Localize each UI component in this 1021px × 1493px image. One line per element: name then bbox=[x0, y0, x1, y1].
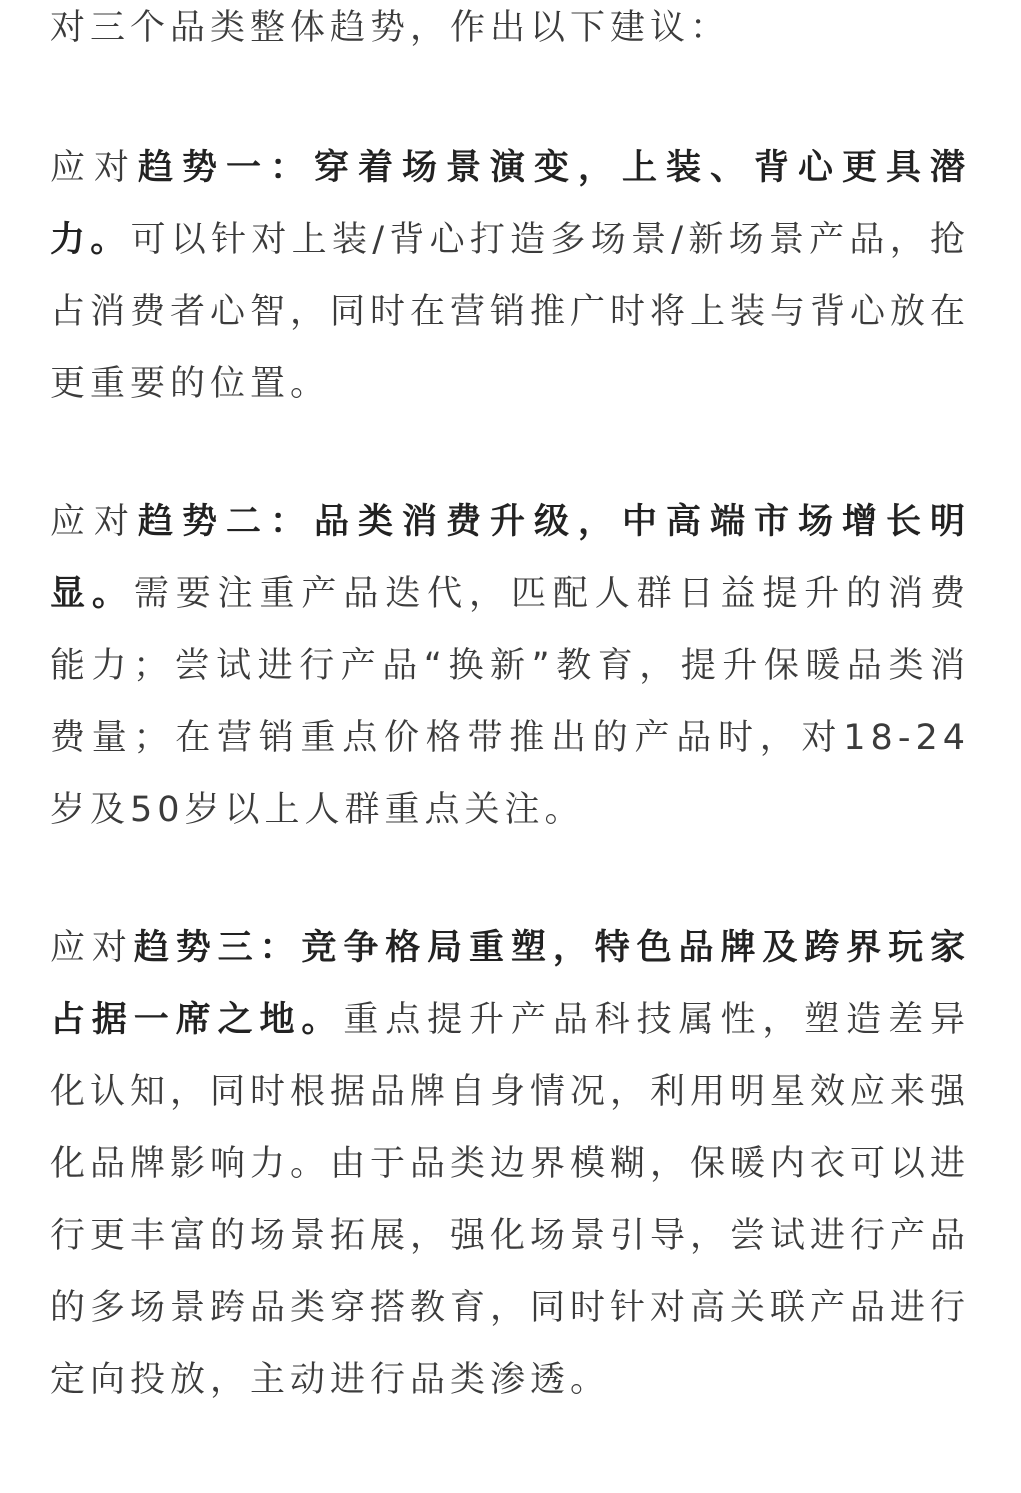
trend-three-body: 重点提升产品科技属性，塑造差异化认知，同时根据品牌自身情况，利用明星效应来强化品牌影响力。由于品类边界模糊，保暖内衣可以进行更丰富的场景拓展，强化场景引导，尝试进行产品的多场景跨品类穿搭教育，同时针对高关联产品进行定向投放，主动进行品类渗透。 bbox=[50, 1000, 971, 1400]
trend-two-lead: 应对 bbox=[50, 502, 138, 542]
trend-three-headline: 趋势三：竞争格局重塑，特色品牌及跨界玩家占据一席之地。 bbox=[50, 928, 970, 1040]
trend-one-headline: 趋势一：穿着场景演变，上装、背心更具潜力。 bbox=[50, 148, 970, 260]
trend-three-paragraph bbox=[50, 912, 970, 1416]
trend-one-lead: 应对 bbox=[50, 148, 138, 188]
trend-three-lead: 应对 bbox=[50, 928, 134, 968]
trend-two-body: 需要注重产品迭代，匹配人群日益提升的消费能力；尝试进行产品“换新”教育，提升保暖品类消费量；在营销重点价格带推出的产品时，对18-24岁及50岁以上人群重点关注。 bbox=[50, 574, 970, 830]
intro-paragraph: 对三个品类整体趋势，作出以下建议： bbox=[50, 8, 731, 48]
trend-one-body: 可以针对上装/背心打造多场景/新场景产品，抢占消费者心智，同时在营销推广时将上装与背心放在更重要的位置。 bbox=[50, 220, 971, 404]
trend-one-paragraph bbox=[50, 132, 970, 420]
article bbox=[50, 0, 970, 1416]
trend-two-headline: 趋势二：品类消费升级，中高端市场增长明显。 bbox=[50, 502, 970, 614]
trend-two-paragraph bbox=[50, 486, 970, 846]
